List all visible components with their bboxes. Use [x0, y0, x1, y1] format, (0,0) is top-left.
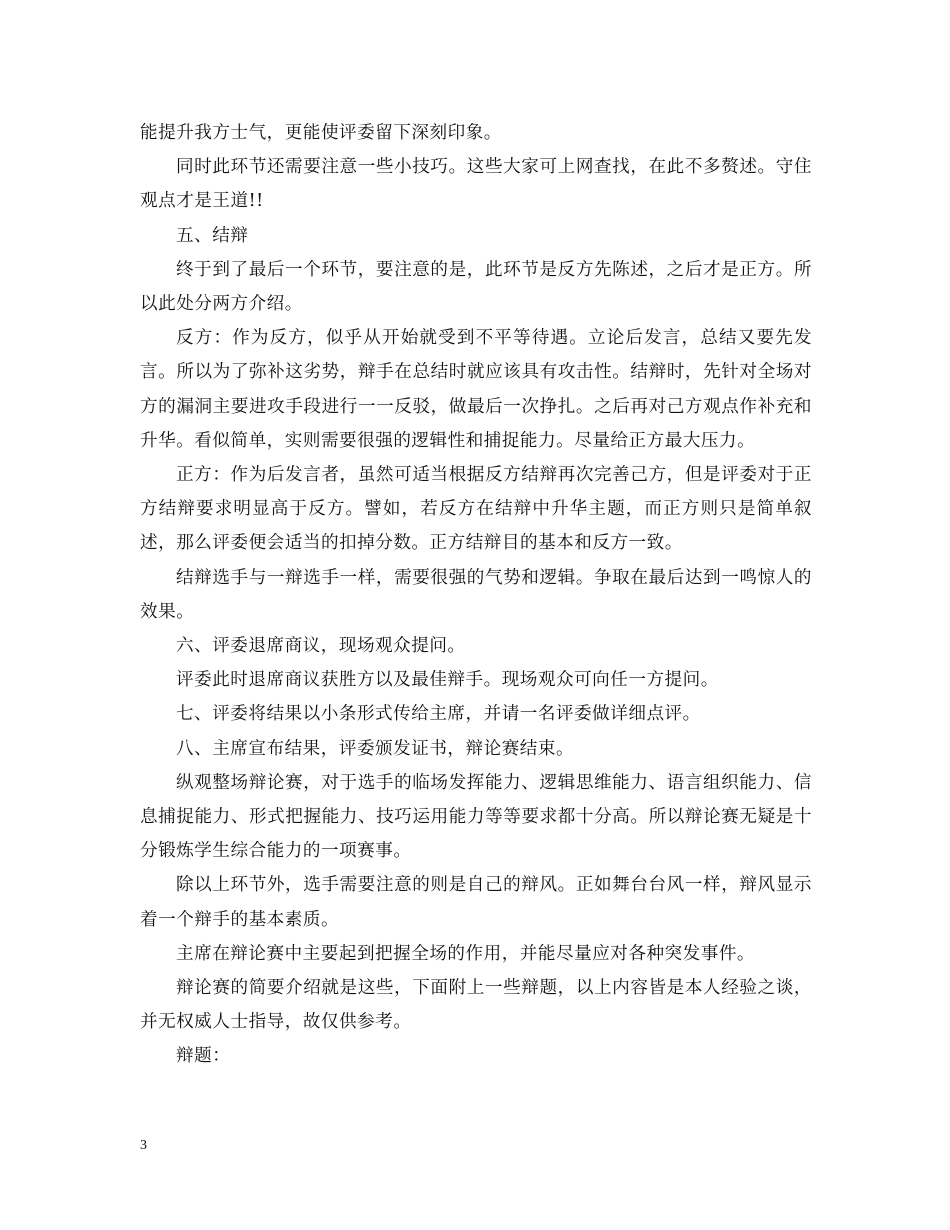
paragraph-15: 辩论赛的简要介绍就是这些，下面附上一些辩题，以上内容皆是本人经验之谈，并无权威人士指导，故仅供参考。: [140, 978, 812, 1033]
section-heading-8: 八、主席宣布结果，评委颁发证书，辩论赛结束。: [176, 738, 575, 759]
paragraph-13: 除以上环节外，选手需要注意的则是自己的辩风。正如舞台台风一样，辩风显示着一个辩手的基本素质。: [140, 875, 812, 930]
paragraph-5: 反方：作为反方，似乎从开始就受到不平等待遇。立论后发言，总结又要先发言。所以为了弥补这劣势，辩手在总结时就应该具有攻击性。结辩时，先针对全场对方的漏洞主要进攻手段进行一一反驳，做最后一次挣扎。之后再对己方观点作补充和升华。看似简单，实则需要很强的逻辑性和捕捉能力。尽量给正方最大压力。: [140, 328, 812, 451]
topics-heading: 辩题：: [176, 1046, 231, 1067]
paragraph-4: 终于到了最后一个环节，要注意的是，此环节是反方先陈述，之后才是正方。所以此处分两方介绍。: [140, 259, 812, 315]
section-heading-5: 五、结辩: [176, 225, 249, 246]
section-heading-7: 七、评委将结果以小条形式传给主席，并请一名评委做详细点评。: [176, 704, 701, 725]
page-number: 3: [140, 1138, 147, 1153]
paragraph-6: 正方：作为后发言者，虽然可适当根据反方结辩再次完善己方，但是评委对于正方结辩要求明显高于反方。譬如，若反方在结辩中升华主题，而正方则只是简单叙述，那么评委便会适当的扣掉分数。正方结辩目的基本和反方一致。: [140, 465, 812, 554]
paragraph-9: 评委此时退席商议获胜方以及最佳辩手。现场观众可向任一方提问。: [176, 670, 719, 691]
paragraph-12: 纵观整场辩论赛，对于选手的临场发挥能力、逻辑思维能力、语言组织能力、信息捕捉能力、形式把握能力、技巧运用能力等等要求都十分高。所以辩论赛无疑是十分锻炼学生综合能力的一项赛事。: [140, 772, 812, 862]
paragraph-7: 结辩选手与一辩选手一样，需要很强的气势和逻辑。争取在最后达到一鸣惊人的效果。: [140, 567, 812, 622]
paragraph-14: 主席在辩论赛中主要起到把握全场的作用，并能尽量应对各种突发事件。: [176, 943, 756, 964]
paragraph-2: 同时此环节还需要注意一些小技巧。这些大家可上网查找，在此不多赘述。守住观点才是王道!!: [140, 157, 812, 212]
document-body: [140, 116, 812, 1074]
section-heading-6: 六、评委退席商议，现场观众提问。: [176, 636, 466, 657]
paragraph-1: 能提升我方士气，更能使评委留下深刻印象。: [140, 123, 502, 143]
